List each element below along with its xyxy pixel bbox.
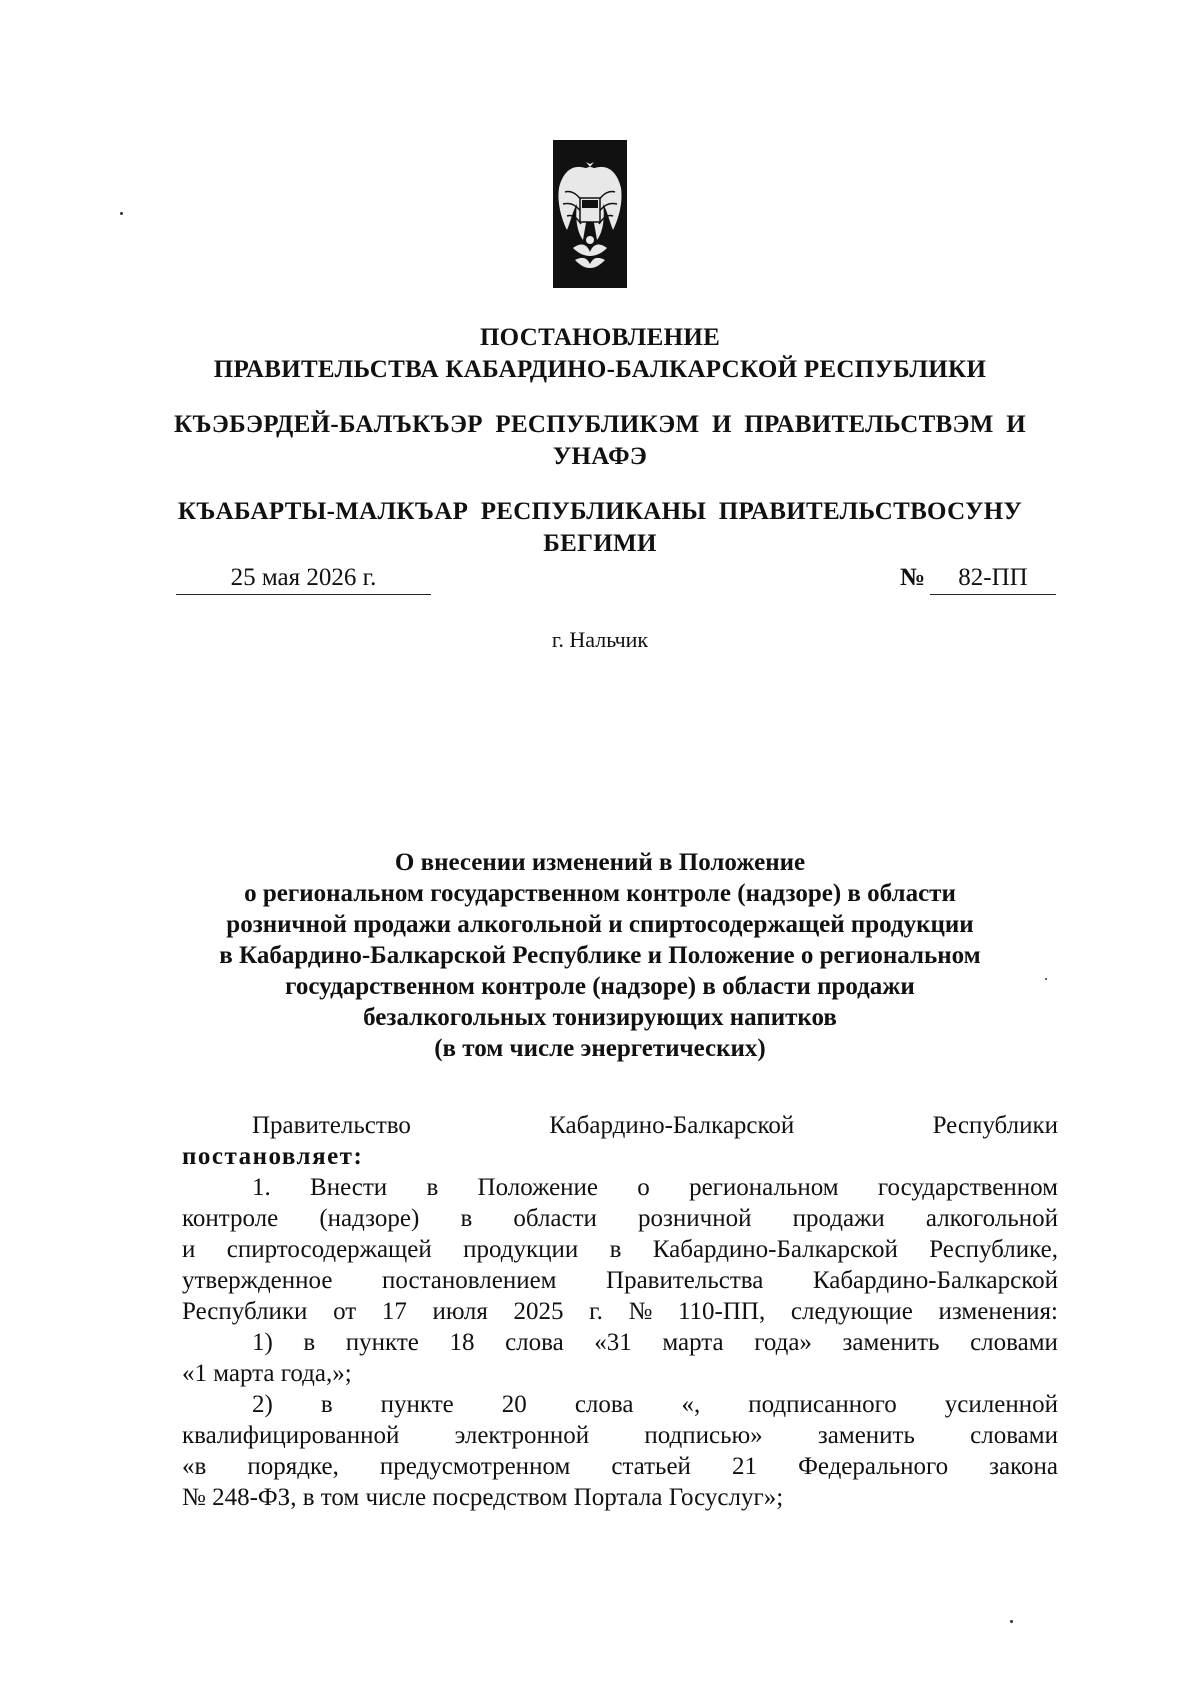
body-word: Республике, [929,1236,1058,1263]
body-word: продажи [792,1205,885,1232]
body-word: статьей [611,1453,691,1480]
document-title-line: розничной продажи алкогольной и спиртосодержащей продукции [226,911,974,938]
body-word: розничной [638,1205,752,1232]
document-title-line: безалкогольных тонизирующих напитков [363,1004,837,1031]
header-balkar-line2: БЕГИМИ [543,530,657,557]
body-word: квалифицированной [182,1422,400,1449]
body-word: Федерального [798,1453,949,1480]
body-word: г. [589,1298,603,1325]
body-word: марта [662,1329,724,1356]
body-line [182,1451,1058,1482]
body-word: слова [574,1391,634,1418]
city-name: г. Нальчик [551,627,649,652]
body-line [182,1420,1058,1451]
body-line [182,1234,1058,1265]
scan-speck [1010,1620,1013,1623]
body-word: изменения: [938,1298,1058,1325]
document-title-line: о региональном государственном контроле (надзоре) в области [244,880,956,907]
body-word: в [609,1236,622,1263]
body-word: предусмотренном [379,1453,571,1480]
body-line: «1 марта года,»; [182,1360,352,1387]
body-word: в [320,1391,333,1418]
body-line [252,1172,1058,1203]
body-word: от [333,1298,357,1325]
body-word: № [628,1298,653,1325]
body-word: электронной [454,1422,590,1449]
body-word: области [513,1205,597,1232]
body-word: в [460,1205,473,1232]
body-line: № 248-ФЗ, в том числе посредством Портала Госуслуг»; [182,1484,784,1511]
body-word: слова [505,1329,564,1356]
scan-speck [1045,978,1047,980]
body-word: и [182,1236,196,1263]
header-balkar-line1: КЪАБАРТЫ-МАЛКЪАР РЕСПУБЛИКАНЫ ПРАВИТЕЛЬСТВОСУНУ [177,498,1023,525]
header-title-ru: ПОСТАНОВЛЕНИЕ [479,324,721,351]
body-word: словами [970,1422,1058,1449]
body-word: 1) [252,1329,273,1356]
body-line [182,1296,1058,1327]
body-word: 20 [501,1391,527,1418]
body-word: усиленной [944,1391,1058,1418]
body-word: 17 [381,1298,407,1325]
header-kabardian-line1: КЪЭБЭРДЕЙ-БАЛЪКЪЭР РЕСПУБЛИКЭМ И ПРАВИТЕЛЬСТВЭМ И [174,411,1026,438]
body-word: подписанного [748,1391,897,1418]
body-word: о [637,1174,650,1201]
body-word: Кабардино-Балкарской [549,1112,795,1139]
body-word: спиртосодержащей [226,1236,432,1263]
body-word: порядке, [247,1453,339,1480]
body-word: «, [681,1391,701,1418]
document-title-line: государственном контроле (надзоре) в области продажи [285,973,915,1000]
body-word: Республики [932,1112,1058,1139]
body-word: постановлением [381,1267,557,1294]
body-word: в [303,1329,316,1356]
body-word: алкогольной [925,1205,1058,1232]
body-line [252,1327,1058,1358]
document-title-line: в Кабардино-Балкарской Республике и Положение о региональном [219,942,981,969]
document-number: 82-ПП [930,562,1056,595]
body-line [182,1203,1058,1234]
body-line [252,1389,1058,1420]
body-word: года» [754,1329,812,1356]
body-word: «31 [594,1329,632,1356]
body-word: закона [989,1453,1058,1480]
body-word: Кабардино-Балкарской [812,1267,1058,1294]
body-word: Внести [310,1174,388,1201]
body-word: пункте [380,1391,454,1418]
body-word: утвержденное [182,1267,333,1294]
coat-of-arms-emblem [553,140,627,288]
body-word: Правительства [606,1267,764,1294]
number-sign: № [900,564,926,591]
body-word: (надзоре) [319,1205,420,1232]
body-word: в [426,1174,439,1201]
body-word: Республики [182,1298,308,1325]
body-word: Кабардино-Балкарской [652,1236,898,1263]
body-word: Положение [477,1174,599,1201]
document-title-line: (в том числе энергетических) [434,1035,766,1062]
body-word: 2) [252,1391,273,1418]
body-line [252,1110,1058,1141]
body-word: пункте [345,1329,419,1356]
body-line [182,1265,1058,1296]
body-word: словами [970,1329,1058,1356]
scan-speck [120,212,123,215]
body-word: 1. [252,1174,271,1201]
body-word: заменить [842,1329,940,1356]
document-title-line: О внесении изменений в Положение [394,849,806,876]
header-kabardian-line2: УНАФЭ [552,443,648,470]
body-word: продукции [463,1236,579,1263]
body-line-decree-verb: постановляет: [182,1143,364,1170]
body-word: 18 [449,1329,475,1356]
body-word: Правительство [252,1112,411,1139]
body-word: подписью» [644,1422,763,1449]
body-word: контроле [182,1205,279,1232]
body-word: заменить [817,1422,915,1449]
header-subtitle-ru: ПРАВИТЕЛЬСТВА КАБАРДИНО-БАЛКАРСКОЙ РЕСПУБЛИКИ [213,356,987,383]
body-word: 2025 [513,1298,564,1325]
body-word: «в [182,1453,207,1480]
body-word: государственном [877,1174,1058,1201]
body-word: июля [432,1298,488,1325]
body-word: следующие [790,1298,913,1325]
body-word: 21 [732,1453,757,1480]
body-word: 110-ПП, [677,1298,766,1325]
body-word: региональном [689,1174,839,1201]
document-date: 25 мая 2026 г. [176,562,431,595]
